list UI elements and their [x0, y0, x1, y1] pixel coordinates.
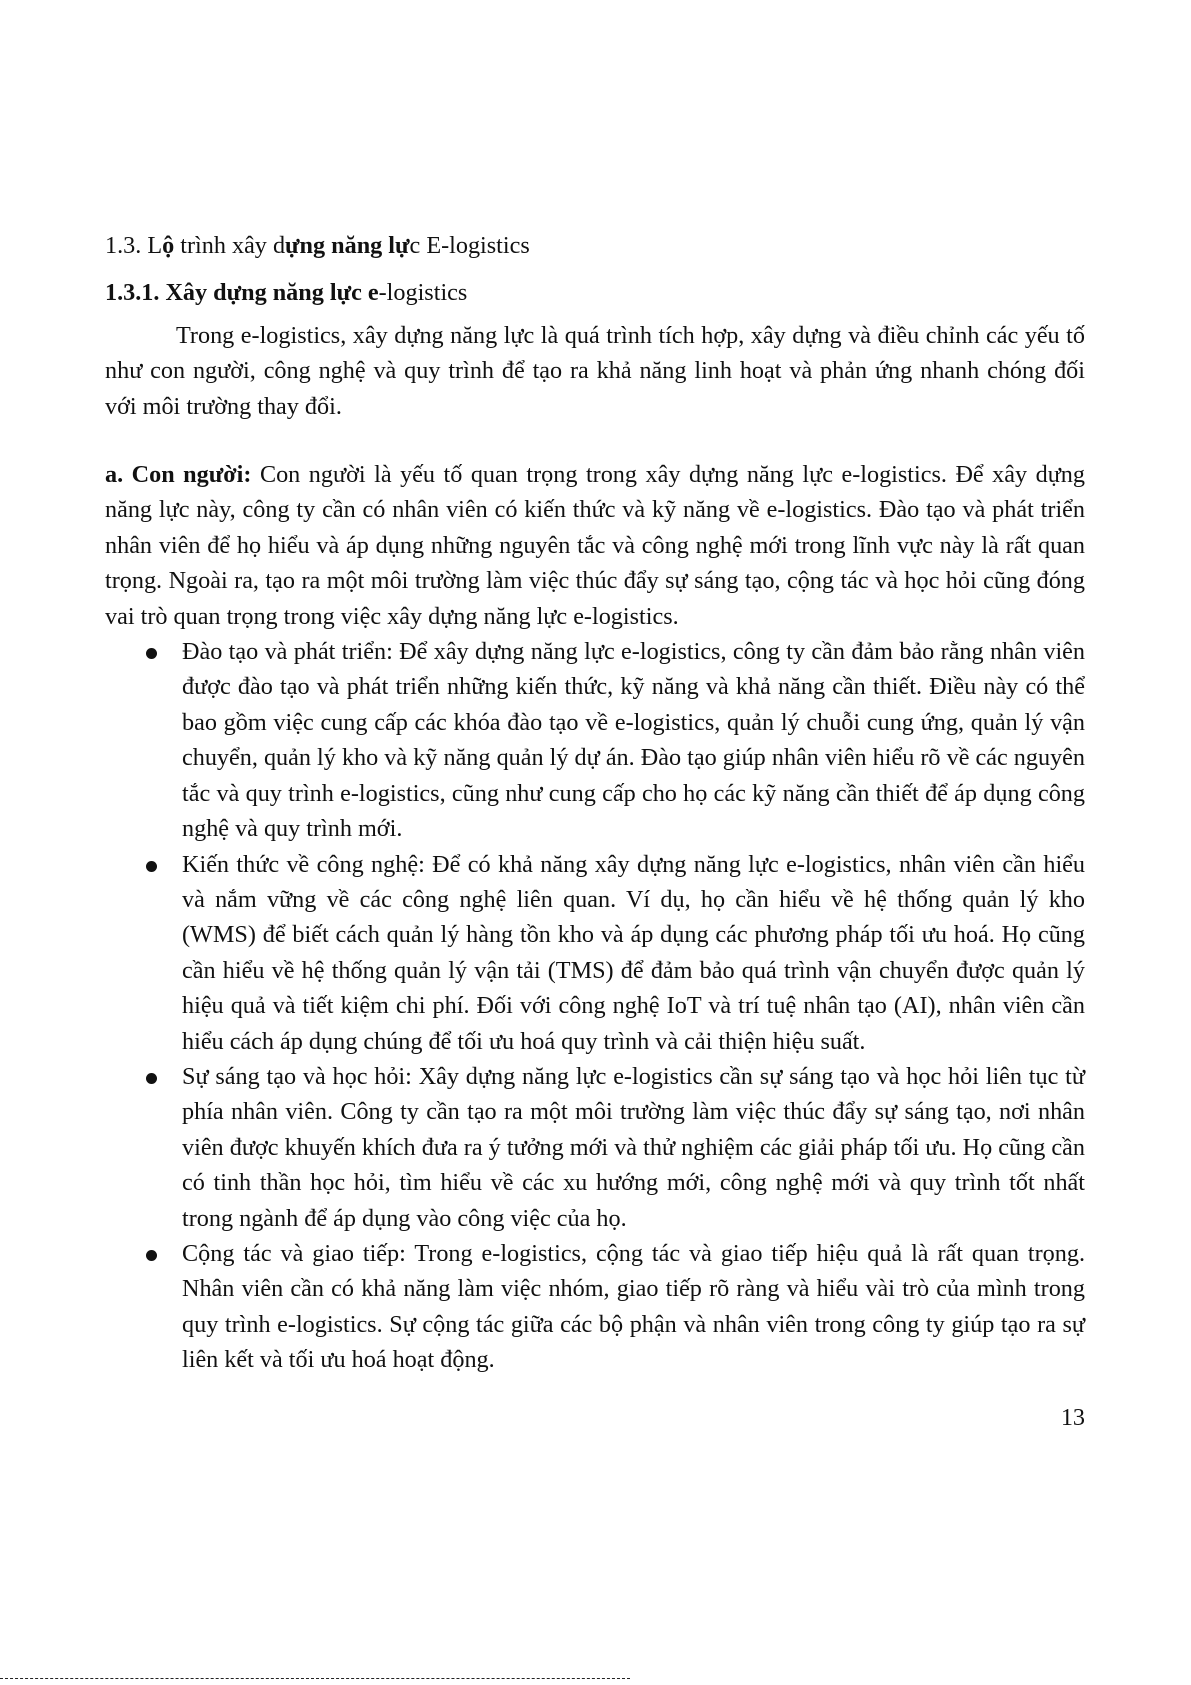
section-heading-part-5: c E-logistics — [409, 232, 530, 259]
section-heading — [105, 228, 1085, 263]
list-item-text: Kiến thức về công nghệ: Để có khả năng xây dựng năng lực e-logistics, nhân viên cần hiểu và nắm vững về các công nghệ liên quan. Ví dụ, họ cần hiểu về hệ thống quản lý kho (WMS) để biết cách quản lý hàng tồn kho và áp dụng các phương pháp tối ưu hoá. Họ cũng cần hiểu về hệ thống quản lý vận tải (TMS) để đảm bảo quá trình vận chuyển được quản lý hiệu quả và tiết kiệm chi phí. Đối với công nghệ IoT và trí tuệ nhân tạo (AI), nhân viên cần hiểu cách áp dụng chúng để tối ưu hoá quy trình và cải thiện hiệu suất. — [182, 850, 1085, 1055]
list-item-text: Đào tạo và phát triển: Để xây dựng năng lực e-logistics, công ty cần đảm bảo rằng nhân viên được đào tạo và phát triển những kiến thức, kỹ năng và khả năng cần thiết. Điều này có thể bao gồm việc cung cấp các khóa đào tạo về e-logistics, quản lý chuỗi cung ứng, quản lý vận chuyển, quản lý kho và kỹ năng quản lý dự án. Đào tạo giúp nhân viên hiểu rõ về các nguyên tắc và quy trình e-logistics, cũng như cung cấp cho họ các kỹ năng cần thiết để áp dụng công nghệ và quy trình mới. — [182, 638, 1085, 843]
section-heading-part-3: trình xây d — [174, 232, 286, 259]
bottom-divider — [0, 1678, 630, 1679]
section-heading-part-2: ộ — [162, 232, 175, 259]
section-heading-part-1: 1.3. L — [105, 232, 163, 259]
people-text: Con người là yếu tố quan trọng trong xây dựng năng lực e-logistics. Để xây dựng năng lực này, công ty cần có nhân viên có kiến thức và kỹ năng về e-logistics. Đào tạo và phát triển nhân viên để họ hiểu và áp dụng những nguyên tắc và công nghệ mới trong lĩnh vực này là rất quan trọng. Ngoài ra, tạo ra một môi trường làm việc thúc đẩy sự sáng tạo, cộng tác và học hỏi cũng đóng vai trò quan trọng trong việc xây dựng năng lực e-logistics. — [105, 461, 1085, 630]
people-label: a. Con người: — [105, 461, 252, 489]
bullet-icon — [146, 1073, 157, 1084]
list-item — [105, 847, 1085, 1059]
page-content — [105, 228, 1085, 1378]
list-item — [105, 1236, 1085, 1378]
list-item-text: Sự sáng tạo và học hỏi: Xây dựng năng lực e-logistics cần sự sáng tạo và học hỏi liên tục từ phía nhân viên. Công ty cần tạo ra một môi trường làm việc thúc đẩy sự sáng tạo, nơi nhân viên được khuyến khích đưa ra ý tưởng mới và thử nghiệm các giải pháp tối ưu. Họ cũng cần có tinh thần học hỏi, tìm hiểu về các xu hướng mới, công nghệ mới và quy trình tốt nhất trong ngành để áp dụng vào công việc của họ. — [182, 1062, 1085, 1232]
intro-paragraph: Trong e-logistics, xây dựng năng lực là quá trình tích hợp, xây dựng và điều chỉnh các yếu tố như con người, công nghệ và quy trình để tạo ra khả năng linh hoạt và phản ứng nhanh chóng đối với môi trường thay đổi. — [105, 321, 1085, 420]
section-heading-part-4: ựng năng lự — [285, 232, 410, 259]
bullet-icon — [146, 861, 157, 872]
sub-heading — [105, 275, 1085, 310]
list-item — [105, 1059, 1085, 1236]
sub-heading-normal: -logistics — [378, 279, 468, 307]
list-item-text: Cộng tác và giao tiếp: Trong e-logistics, cộng tác và giao tiếp hiệu quả là rất quan trọng. Nhân viên cần có khả năng làm việc nhóm, giao tiếp rõ ràng và hiểu vài trò của mình trong quy trình e-logistics. Sự cộng tác giữa các bộ phận và nhân viên trong công ty giúp tạo ra sự liên kết và tối ưu hoá hoạt động. — [182, 1239, 1085, 1374]
people-paragraph — [105, 457, 1085, 634]
list-item — [105, 634, 1085, 846]
sub-heading-bold: 1.3.1. Xây dựng năng lực e — [105, 279, 379, 307]
bullet-list — [105, 634, 1085, 1378]
bullet-icon — [146, 1250, 157, 1261]
bullet-icon — [146, 648, 157, 659]
page-number: 13 — [1060, 1404, 1085, 1431]
